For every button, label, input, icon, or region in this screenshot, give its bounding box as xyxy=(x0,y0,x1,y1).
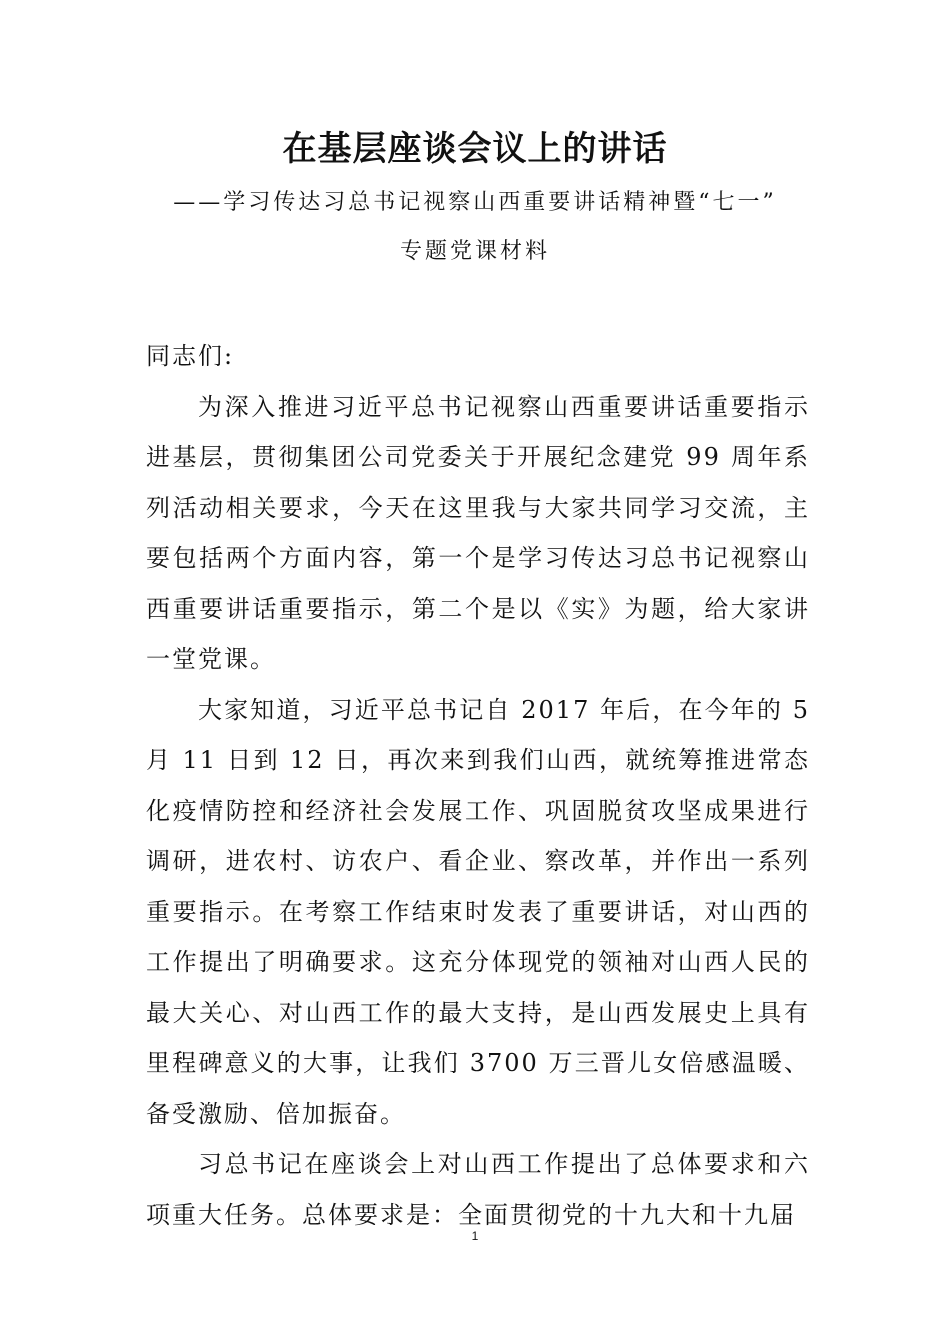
document-body xyxy=(146,331,810,1240)
salutation: 同志们: xyxy=(146,342,235,370)
document-title: 在基层座谈会议上的讲话 xyxy=(282,129,668,169)
page-number: 1 xyxy=(471,1229,479,1243)
document-subtitle-line1: ——学习传达习总书记视察山西重要讲话精神暨“七一” xyxy=(173,190,777,215)
paragraph-3: 习总书记在座谈会上对山西工作提出了总体要求和六项重大任务。总体要求是：全面贯彻党的十九大和十九届 xyxy=(146,1150,810,1229)
document-subtitle-line2: 专题党课材料 xyxy=(399,239,550,264)
paragraph-1: 为深入推进习近平总书记视察山西重要讲话重要指示进基层，贯彻集团公司党委关于开展纪念建党 99 周年系列活动相关要求，今天在这里我与大家共同学习交流，主要包括两个方面内容，第一个是学习传达习总书记视察山西重要讲话重要指示，第二个是以《实》为题，给大家讲一堂党课。 xyxy=(146,392,810,673)
paragraph-2: 大家知道，习近平总书记自 2017 年后，在今年的 5 月 11 日到 12 日，再次来到我们山西，就统筹推进常态化疫情防控和经济社会发展工作、巩固脱贫攻坚成果进行调研，进农村、访农户、看企业、察改革，并作出一系列重要指示。在考察工作结束时发表了重要讲话，对山西的工作提出了明确要求。这充分体现党的领袖对山西人民的最大关心、对山西工作的最大支持，是山西发展史上具有里程碑意义的大事，让我们 3700 万三晋儿女倍感温暖、备受激励、倍加振奋。 xyxy=(146,695,810,1128)
